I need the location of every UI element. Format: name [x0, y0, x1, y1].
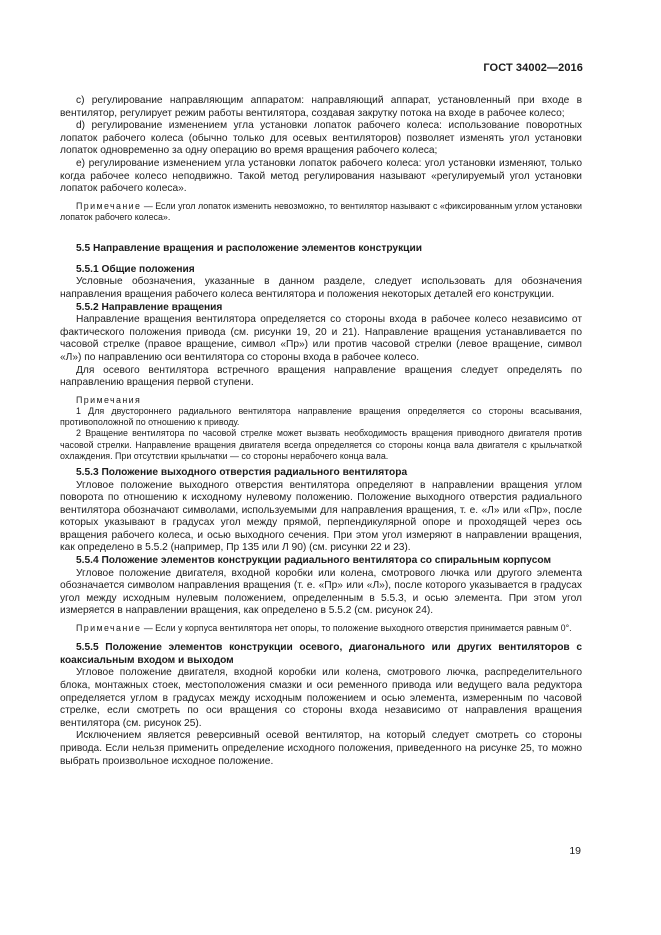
list-item-e: e) регулирование изменением угла установки лопаток рабочего колеса: угол установки изменяют, только когда рабочее колесо неподвижно. Такой метод регулирования называют «регулируемый угол установки лопаток рабочего колеса». — [60, 157, 582, 195]
list-item-c: c) регулирование направляющим аппаратом: направляющий аппарат, установленный при входе в вентилятор, регулирует режим работы вентилятора, создавая закрутку потока на входе в рабочее колесо; — [60, 95, 582, 119]
note-outlet-zero — [60, 623, 582, 634]
section-5-5-4-heading: 5.5.4 Положение элементов конструкции радиального вентилятора со спиральным корпусом — [76, 555, 551, 567]
section-5-5-2-paragraph-1: Направление вращения вентилятора определяется со стороны входа в рабочее колесо независимо от фактического положения привода (см. рисунки 19, 20 и 21). Направление вращения устанавливается по часовой стрелке (правое вращение, символ «Пр») или против часовой стрелки (левое вращение, символ «Л») по направлению оси вентилятора со стороны входа в рабочее колесо. — [60, 314, 582, 363]
notes-label: Примечания — [76, 394, 142, 405]
section-5-5-1-paragraph: Условные обозначения, указанные в данном разделе, следует использовать для обозначения направления вращения рабочего колеса вентилятора и положения некоторых деталей его конструкции. — [60, 276, 582, 300]
section-5-5-3-paragraph: Угловое положение выходного отверстия вентилятора определяют в направлении вращения углом поворота по отношению к исходному нулевому положению. Положение выходного отверстия радиального вентилятора обозначают символами, используемыми для направления вращения, т. е. «Л» или «Пр», после которых указывают в градусах угол между прямой, перпендикулярной опоре и проходящей через ось вращения рабочего колеса, и осью выходного сечения. При этом угол измеряют в направлении вращения, как определено в 5.5.2 (например, Пр 135 или Л 90) (см. рисунки 22 и 23). — [60, 479, 582, 554]
section-5-5-2-paragraph-2: Для осевого вентилятора встречного вращения направление вращения следует определять по направлению вращения первой ступени. — [60, 364, 582, 389]
section-5-5-2-heading: 5.5.2 Направление вращения — [76, 301, 223, 313]
note-text: — Если у корпуса вентилятора нет опоры, то положение выходного отверстия принимается равным 0°. — [141, 623, 572, 634]
section-5-5-3-heading: 5.5.3 Положение выходного отверстия радиального вентилятора — [76, 466, 408, 478]
note-label: Примечание — [76, 623, 142, 634]
page-header-standard: ГОСТ 34002—2016 — [483, 62, 583, 74]
list-item-d: d) регулирование изменением угла установки лопаток рабочего колеса: использование поворотных лопаток рабочего колеса (обычно только для осевых вентиляторов) позволяет изменять угол установки лопаток одновременно за одну операцию во время вращения рабочего колеса; — [60, 120, 582, 157]
note-label: Примечание — [76, 200, 142, 211]
note-text: — Если угол лопаток изменить невозможно, то вентилятор называют с «фиксированным углом установки лопаток рабочего колеса». — [60, 200, 582, 222]
section-5-5-5-heading: 5.5.5 Положение элементов конструкции осевого, диагонального или других вентиляторов с коаксиальным входом и выходом — [60, 642, 582, 666]
page-number: 19 — [569, 845, 581, 857]
section-5-5-5-paragraph-2: Исключением является реверсивный осевой вентилятор, на который следует смотреть со стороны привода. Если нельзя применить определение исходного положения, приведенного на рисунке 25, то можно выбрать произвольное исходное положение. — [60, 730, 582, 767]
note-1: 1 Для двустороннего радиального вентилятора направление вращения определяется со стороны всасывания, противоположной по отношению к приводу. — [60, 405, 582, 428]
section-5-5-heading: 5.5 Направление вращения и расположение элементов конструкции — [76, 243, 422, 255]
note-2: 2 Вращение вентилятора по часовой стрелке может вызвать необходимость вращения приводного двигателя против часовой стрелки. Направление вращения двигателя всегда определяется со стороны конца вала двигателя с крыльчаткой охлаждения. При отсутствии крыльчатки — со стороны нерабочего конца вала. — [60, 428, 582, 461]
note-blade-angle — [60, 201, 582, 223]
section-5-5-1-heading: 5.5.1 Общие положения — [76, 263, 195, 275]
page-content — [60, 95, 582, 768]
section-5-5-5-paragraph-1: Угловое положение двигателя, входной коробки или колена, смотрового лючка, распределительного блока, монтажных стоек, местоположения смазки и оси ременного привода или ведущего вала редуктора определяется углом в градусах между исходным положением и осью элемента, измеренным по часовой стрелке, если смотреть по оси вращения со стороны входа независимо от направления вращения вентилятора (см. рисунок 25). — [60, 667, 582, 729]
section-5-5-4-paragraph: Угловое положение двигателя, входной коробки или колена, смотрового лючка или другого элемента обозначается символом направления вращения (т. е. «Пр» или «Л»), после которого указывается в градусах угол между исходным нулевым положением, определенным в 5.5.3, и осью элемента. При этом угол измеряется в направлении вращения, как определено в 5.5.2 (см. рисунок 24). — [60, 567, 582, 617]
